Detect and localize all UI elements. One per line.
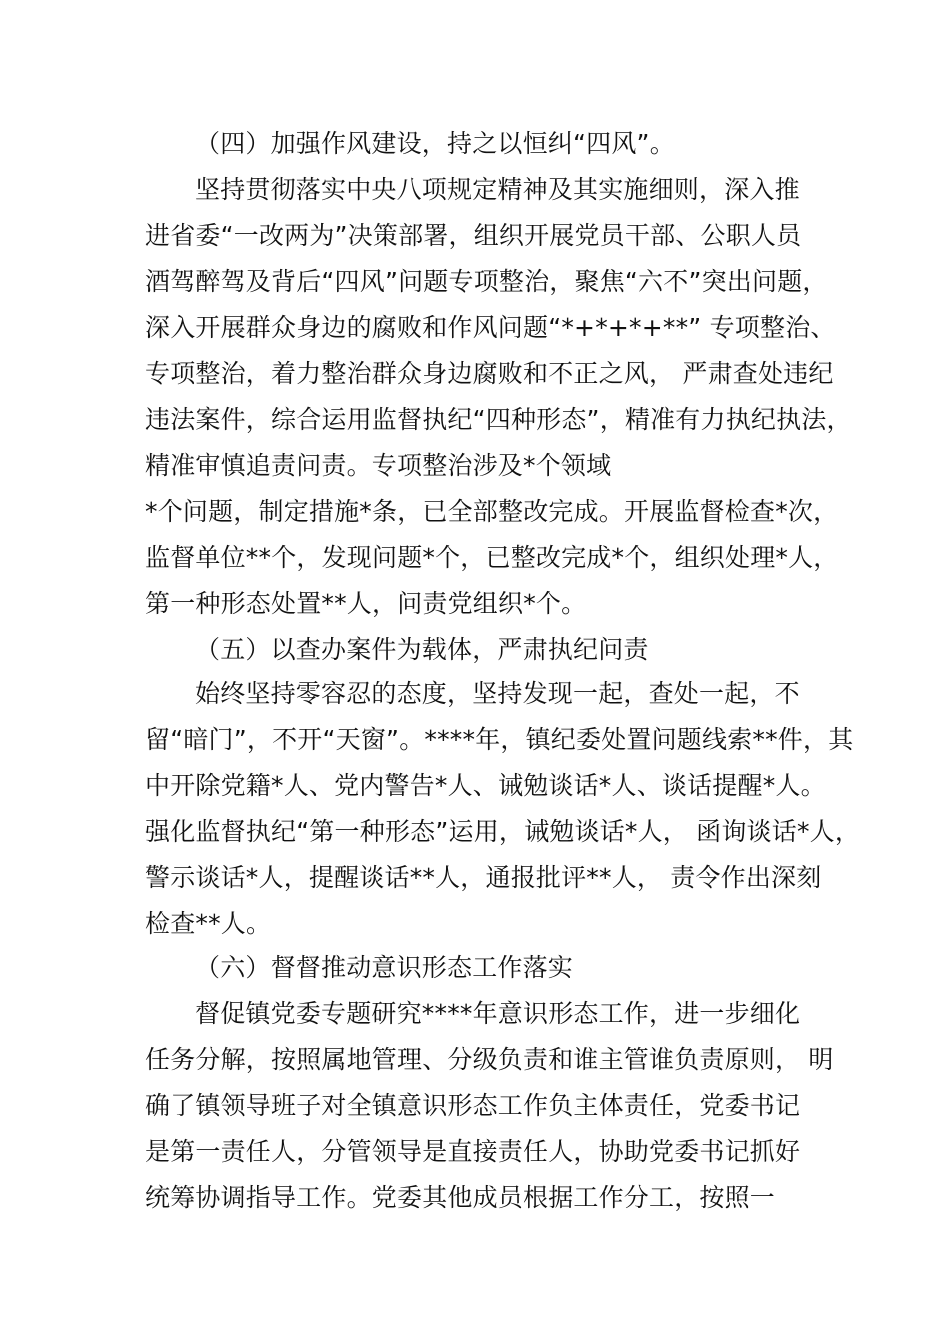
paragraph-line: 强化监督执纪“第一种形态”运用，诫勉谈话*人， 函询谈话*人， — [145, 817, 861, 846]
section-heading-5: （五）以查办案件为载体，严肃执纪问责 — [195, 635, 649, 664]
paragraph-line: 留“暗门”，不开“天窗”。****年，镇纪委处置问题线索**件，其 — [145, 725, 854, 754]
paragraph-line: 督促镇党委专题研究****年意识形态工作，进一步细化 — [195, 999, 801, 1028]
paragraph-line: 中开除党籍*人、党内警告*人、诫勉谈话*人、谈话提醒*人。 — [145, 771, 826, 800]
paragraph-line: 始终坚持零容忍的态度，坚持发现一起，查处一起，不 — [195, 679, 800, 708]
paragraph-line: *个问题，制定措施*条，已全部整改完成。开展监督检查*次， — [145, 497, 839, 526]
paragraph-line: 统筹协调指导工作。党委其他成员根据工作分工，按照一 — [145, 1183, 776, 1212]
section-heading-6: （六）督督推动意识形态工作落实 — [195, 953, 574, 982]
paragraph-line: 确了镇领导班子对全镇意识形态工作负主体责任，党委书记 — [145, 1091, 801, 1120]
paragraph-line: 精准审慎追责问责。专项整治涉及*个领域 — [145, 451, 612, 480]
paragraph-line: 进省委“一改两为”决策部署，组织开展党员干部、公职人员 — [145, 221, 802, 250]
paragraph-line: 专项整治，着力整治群众身边腐败和不正之风， 严肃查处违纪 — [145, 359, 834, 388]
paragraph-line: 任务分解，按照属地管理、分级负责和谁主管谁负责原则， 明 — [145, 1045, 834, 1074]
paragraph-line: 违法案件，综合运用监督执纪“四种形态”，精准有力执纪执法， — [145, 405, 852, 434]
paragraph-line: 坚持贯彻落实中央八项规定精神及其实施细则，深入推 — [195, 175, 800, 204]
paragraph-line: 检查**人。 — [145, 909, 272, 938]
section-heading-4: （四）加强作风建设，持之以恒纠“四风”。 — [195, 129, 675, 158]
paragraph-line: 警示谈话*人，提醒谈话**人，通报批评**人， 责令作出深刻 — [145, 863, 822, 892]
paragraph-line: 深入开展群众身边的腐败和作风问题“*+*+*+**” 专项整治、 — [145, 313, 836, 342]
paragraph-line: 第一种形态处置**人，问责党组织*个。 — [145, 589, 587, 618]
paragraph-line: 酒驾醉驾及背后“四风”问题专项整治，聚焦“六不”突出问题， — [145, 267, 828, 296]
paragraph-line: 是第一责任人，分管领导是直接责任人，协助党委书记抓好 — [145, 1137, 801, 1166]
paragraph-line: 监督单位**个，发现问题*个，已整改完成*个，组织处理*人， — [145, 543, 839, 572]
